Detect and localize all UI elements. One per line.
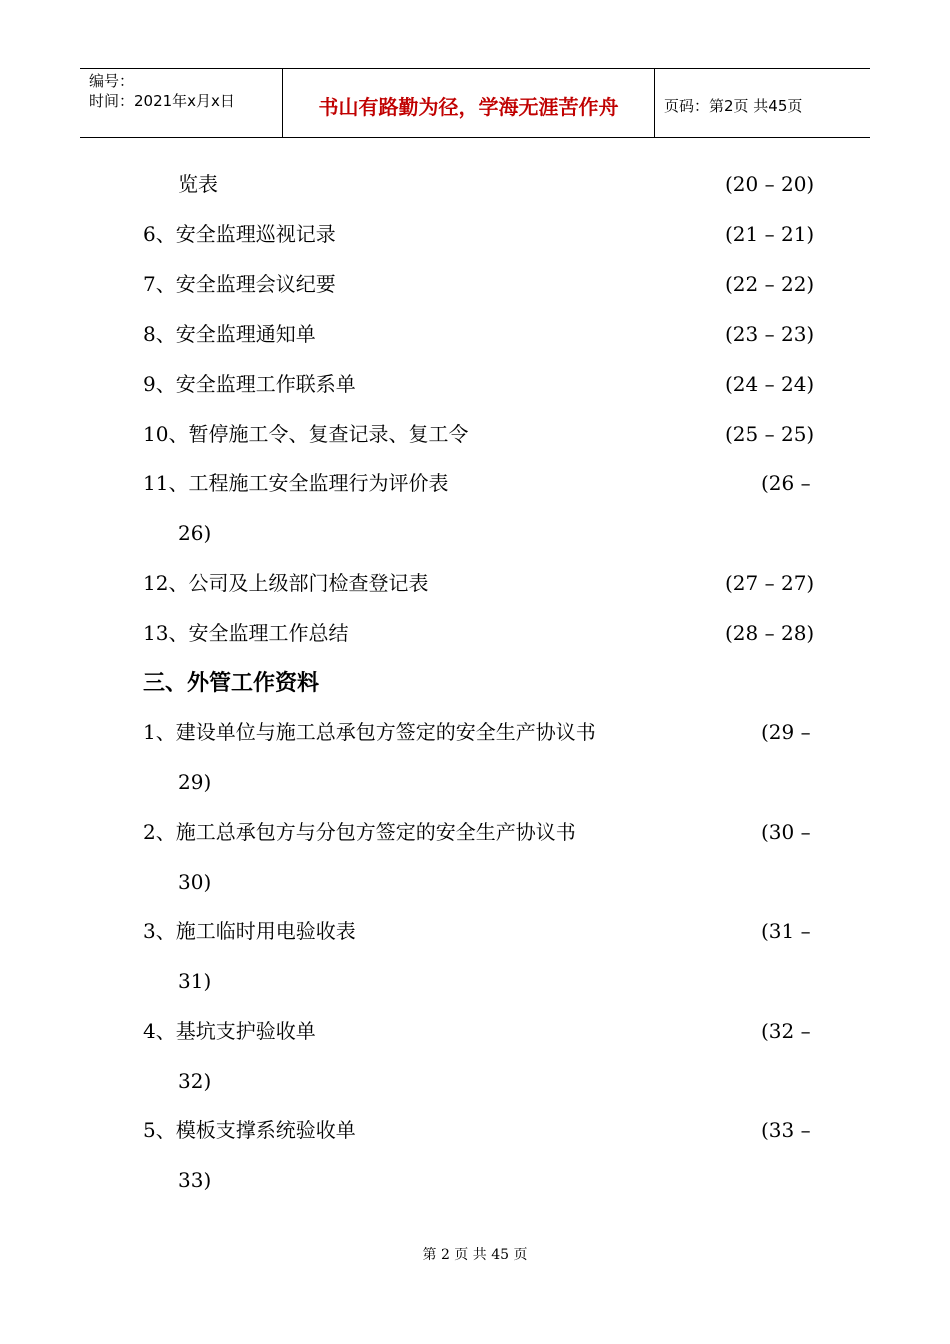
- toc-item-pages: (21 – 21): [725, 222, 815, 246]
- header-page-info: 页码：第2页 共45页: [664, 96, 803, 115]
- toc-item-pages: (25 – 25): [725, 422, 815, 446]
- toc-item-pages-continued: 31): [178, 969, 212, 993]
- toc-item-pages: (26 –: [761, 471, 811, 495]
- toc-item-pages-continued: 33): [178, 1168, 212, 1192]
- toc-item-pages-continued: 32): [178, 1069, 212, 1093]
- toc-item-text: 2、施工总承包方与分包方签定的安全生产协议书: [143, 820, 576, 844]
- toc-item-pages: (32 –: [761, 1019, 811, 1043]
- toc-item-text: 5、模板支撑系统验收单: [143, 1118, 356, 1142]
- toc-item-pages: (28 – 28): [725, 621, 815, 645]
- toc-item-text: 8、安全监理通知单: [143, 322, 316, 346]
- toc-item-text: 12、公司及上级部门检查登记表: [143, 571, 429, 595]
- toc-item-pages: (30 –: [761, 820, 811, 844]
- toc-item-text: 10、暂停施工令、复查记录、复工令: [143, 422, 469, 446]
- toc-item-text: 9、安全监理工作联系单: [143, 372, 356, 396]
- section-title: 三、外管工作资料: [143, 671, 320, 696]
- toc-item-text: 览表: [178, 172, 218, 196]
- toc-item-text: 3、施工临时用电验收表: [143, 919, 356, 943]
- toc-item-text: 13、安全监理工作总结: [143, 621, 349, 645]
- toc-item-text: 6、安全监理巡视记录: [143, 222, 336, 246]
- number-label: 编号：: [89, 72, 135, 90]
- toc-item-pages: (31 –: [761, 919, 811, 943]
- toc-item-pages: (23 – 23): [725, 322, 815, 346]
- date-label: 时间：2021年x月x日: [89, 92, 235, 110]
- toc-item-pages: (33 –: [761, 1118, 811, 1142]
- header-meta: [80, 69, 282, 137]
- toc-item-text: 7、安全监理会议纪要: [143, 272, 336, 296]
- toc-item-pages-continued: 30): [178, 870, 212, 894]
- toc-item-text: 4、基坑支护验收单: [143, 1019, 316, 1043]
- toc-item-pages: (20 – 20): [725, 172, 815, 196]
- header-motto: 书山有路勤为径，学海无涯苦作舟: [282, 69, 655, 137]
- toc-item-pages: (27 – 27): [725, 571, 815, 595]
- toc-item-text: 1、建设单位与施工总承包方签定的安全生产协议书: [143, 720, 596, 744]
- page-footer: 第 2 页 共 45 页: [422, 1247, 528, 1263]
- toc-item-text: 11、工程施工安全监理行为评价表: [143, 471, 449, 495]
- toc-item-pages-continued: 26): [178, 521, 212, 545]
- toc-item-pages: (24 – 24): [725, 372, 815, 396]
- toc-item-pages-continued: 29): [178, 770, 212, 794]
- toc-item-pages: (29 –: [761, 720, 811, 744]
- toc-item-pages: (22 – 22): [725, 272, 815, 296]
- page-header: [80, 68, 870, 138]
